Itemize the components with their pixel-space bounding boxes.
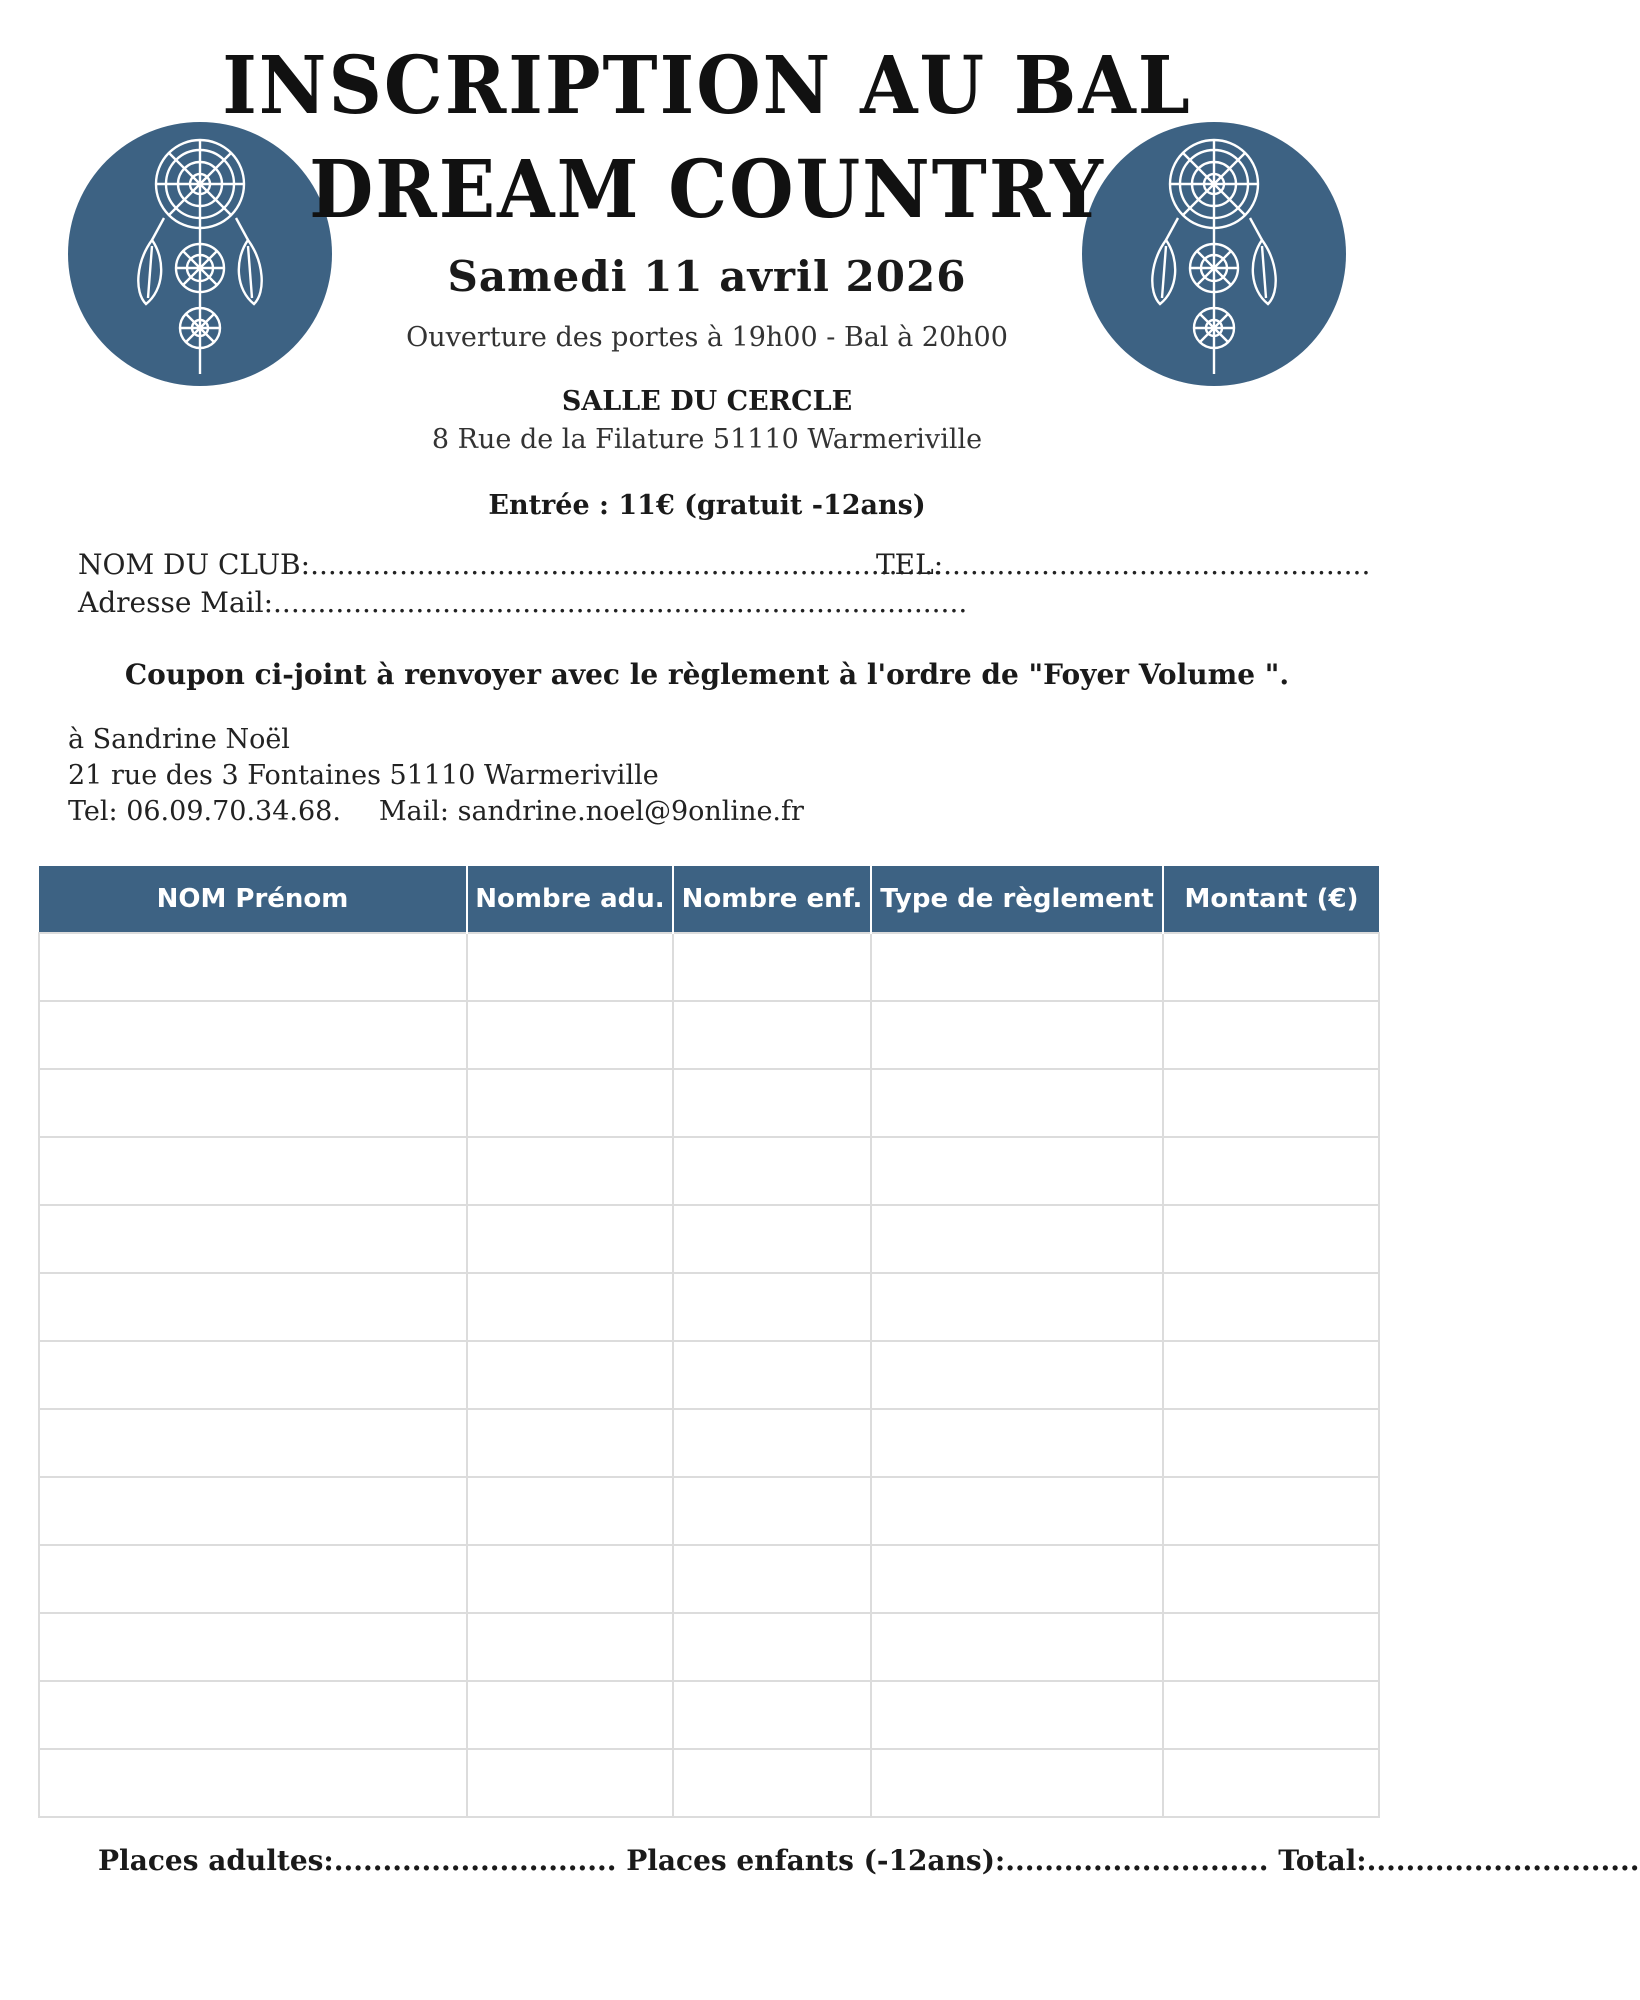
places-children-field[interactable]: Places enfants (-12ans):...........................: [626, 1844, 1269, 1877]
table-cell[interactable]: [871, 1613, 1163, 1681]
table-cell[interactable]: [39, 1681, 467, 1749]
table-cell[interactable]: [871, 933, 1163, 1001]
table-cell[interactable]: [673, 1341, 871, 1409]
table-cell[interactable]: [467, 1069, 673, 1137]
table-cell[interactable]: [673, 1001, 871, 1069]
table-cell[interactable]: [673, 933, 871, 1001]
places-adults-field[interactable]: Places adultes:.............................: [98, 1844, 617, 1877]
column-header-adults: Nombre adu.: [467, 866, 673, 933]
registration-table: [38, 866, 1380, 1818]
totals-line: [98, 1844, 1640, 1877]
table-cell[interactable]: [467, 1681, 673, 1749]
table-header-row: [39, 866, 1379, 933]
table-row: [39, 1613, 1379, 1681]
column-header-name: NOM Prénom: [39, 866, 467, 933]
venue-name: SALLE DU CERCLE: [561, 386, 853, 417]
table-cell[interactable]: [673, 1681, 871, 1749]
table-cell[interactable]: [39, 1409, 467, 1477]
table-cell[interactable]: [1163, 1205, 1379, 1273]
recipient-address: 21 rue des 3 Fontaines 51110 Warmeriville: [68, 760, 659, 791]
table-cell[interactable]: [673, 1137, 871, 1205]
table-cell[interactable]: [1163, 933, 1379, 1001]
table-cell[interactable]: [467, 1477, 673, 1545]
table-row: [39, 1069, 1379, 1137]
table-cell[interactable]: [1163, 1273, 1379, 1341]
event-name: DREAM COUNTRY: [309, 143, 1105, 237]
table-row: [39, 1477, 1379, 1545]
table-cell[interactable]: [1163, 1001, 1379, 1069]
table-row: [39, 1273, 1379, 1341]
recipient-phone: Tel: 06.09.70.34.68.: [68, 796, 341, 827]
table-cell[interactable]: [871, 1749, 1163, 1817]
column-header-amount: Montant (€): [1163, 866, 1379, 933]
table-cell[interactable]: [673, 1273, 871, 1341]
column-header-payment-type: Type de règlement: [871, 866, 1163, 933]
table-cell[interactable]: [39, 1477, 467, 1545]
table-cell[interactable]: [871, 1341, 1163, 1409]
table-row: [39, 1681, 1379, 1749]
entry-price: Entrée : 11€ (gratuit -12ans): [488, 490, 926, 521]
table-cell[interactable]: [467, 1613, 673, 1681]
table-cell[interactable]: [467, 1341, 673, 1409]
table-cell[interactable]: [871, 1205, 1163, 1273]
table-cell[interactable]: [1163, 1681, 1379, 1749]
table-cell[interactable]: [673, 1749, 871, 1817]
table-cell[interactable]: [1163, 1749, 1379, 1817]
table-row: [39, 1545, 1379, 1613]
email-field[interactable]: Adresse Mail:..............................................................................: [78, 586, 968, 619]
table-cell[interactable]: [467, 1137, 673, 1205]
table-cell[interactable]: [871, 1137, 1163, 1205]
table-cell[interactable]: [871, 1409, 1163, 1477]
table-cell[interactable]: [467, 933, 673, 1001]
recipient-mail: Mail: sandrine.noel@9online.fr: [378, 796, 804, 827]
table-cell[interactable]: [1163, 1613, 1379, 1681]
table-cell[interactable]: [673, 1613, 871, 1681]
table-cell[interactable]: [1163, 1137, 1379, 1205]
club-name-field[interactable]: NOM DU CLUB:.......................................................................: [78, 548, 942, 581]
table-cell[interactable]: [39, 1613, 467, 1681]
table-cell[interactable]: [467, 1409, 673, 1477]
table-cell[interactable]: [871, 1001, 1163, 1069]
table-row: [39, 1137, 1379, 1205]
table-cell[interactable]: [673, 1069, 871, 1137]
table-cell[interactable]: [1163, 1069, 1379, 1137]
table-cell[interactable]: [871, 1545, 1163, 1613]
table-cell[interactable]: [871, 1273, 1163, 1341]
table-cell[interactable]: [39, 933, 467, 1001]
tel-field[interactable]: TEL:................................................: [876, 548, 1371, 581]
table-cell[interactable]: [673, 1205, 871, 1273]
table-cell[interactable]: [1163, 1545, 1379, 1613]
table-cell[interactable]: [1163, 1409, 1379, 1477]
table-cell[interactable]: [871, 1069, 1163, 1137]
total-field[interactable]: Total:............................: [1278, 1844, 1640, 1877]
table-cell[interactable]: [673, 1409, 871, 1477]
table-cell[interactable]: [1163, 1477, 1379, 1545]
table-cell[interactable]: [467, 1273, 673, 1341]
table-cell[interactable]: [39, 1137, 467, 1205]
table-cell[interactable]: [39, 1749, 467, 1817]
table-row: [39, 1205, 1379, 1273]
table-cell[interactable]: [39, 1341, 467, 1409]
table-cell[interactable]: [39, 1069, 467, 1137]
column-header-children: Nombre enf.: [673, 866, 871, 933]
table-cell[interactable]: [39, 1273, 467, 1341]
table-row: [39, 933, 1379, 1001]
table-cell[interactable]: [467, 1205, 673, 1273]
table-body: [39, 933, 1379, 1817]
recipient-contact: [68, 796, 804, 827]
page-title: INSCRIPTION AU BAL: [222, 39, 1192, 133]
table-row: [39, 1749, 1379, 1817]
table-cell[interactable]: [871, 1477, 1163, 1545]
recipient-name: à Sandrine Noël: [68, 724, 290, 755]
venue-address: 8 Rue de la Filature 51110 Warmeriville: [431, 424, 983, 455]
table-cell[interactable]: [39, 1001, 467, 1069]
table-cell[interactable]: [467, 1749, 673, 1817]
event-date: Samedi 11 avril 2026: [447, 252, 967, 301]
table-cell[interactable]: [467, 1001, 673, 1069]
table-cell[interactable]: [467, 1545, 673, 1613]
opening-hours: Ouverture des portes à 19h00 - Bal à 20h00: [406, 322, 1008, 353]
table-cell[interactable]: [39, 1205, 467, 1273]
table-row: [39, 1341, 1379, 1409]
table-cell[interactable]: [39, 1545, 467, 1613]
coupon-note: Coupon ci-joint à renvoyer avec le règlement à l'ordre de "Foyer Volume ".: [124, 658, 1290, 691]
table-row: [39, 1001, 1379, 1069]
table-cell[interactable]: [871, 1681, 1163, 1749]
table-cell[interactable]: [673, 1545, 871, 1613]
table-cell[interactable]: [673, 1477, 871, 1545]
table-row: [39, 1409, 1379, 1477]
table-cell[interactable]: [1163, 1341, 1379, 1409]
